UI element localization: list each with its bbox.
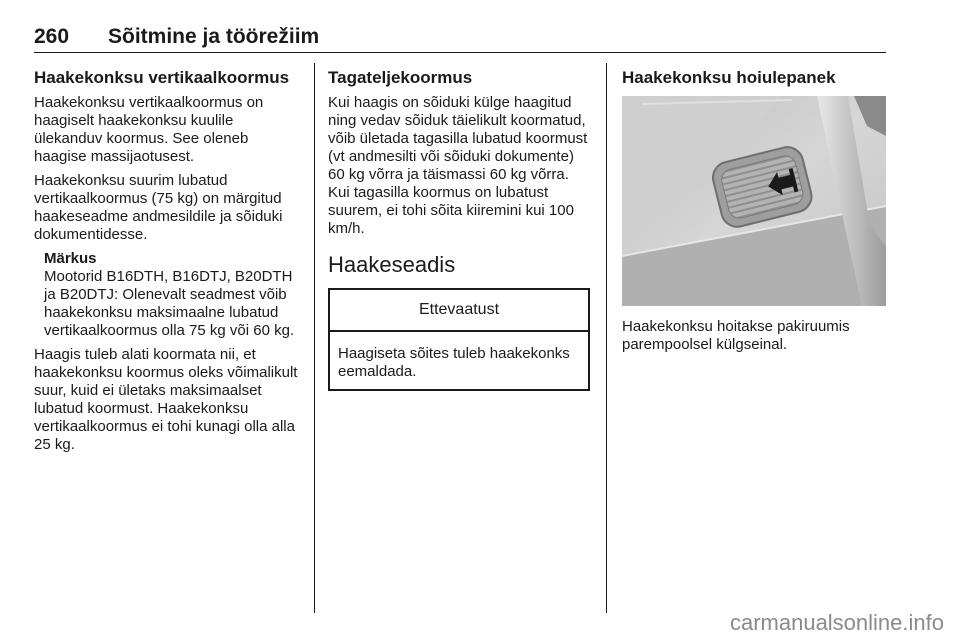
paragraph: Kui haagis on sõiduki külge haagitud ning vedav sõiduk täielikult koormatud, võib ületada tagasilla lubatud koormust (vt andmesilti või sõiduki dokumente) 60 kg võrra ja täismassi 60 kg võrra. Kui tagasilla koormus on lubatust suurem, ei tohi sõita kiiremini kui 100 km/h. [328, 94, 588, 237]
paragraph: Haagis tuleb alati koormata nii, et haakekonksu koormus oleks võimalikult suur, kuid ei ületaks maksimaalset lubatud koormust. Haakekonksu vertikaalkoormus ei tohi kunagi olla alla 25 kg. [34, 346, 298, 453]
column-divider-left [314, 63, 315, 613]
page-header [34, 25, 886, 51]
page-number: 260 [34, 25, 70, 48]
caution-title: Ettevaatust [330, 290, 588, 332]
chapter-title: Sõitmine ja töörežiim [108, 25, 320, 48]
section-heading-vertical-load: Haakekonksu vertikaalkoormus [34, 68, 290, 87]
column-right [622, 68, 886, 360]
column-divider-right [606, 63, 607, 613]
watermark: carmanualsonline.info [729, 610, 944, 635]
column-middle [328, 68, 594, 391]
section-heading-storage: Haakekonksu hoiulepanek [622, 68, 836, 87]
note-title: Märkus [44, 250, 97, 267]
section-heading-towing-device: Haakeseadis [328, 252, 456, 277]
note-block [44, 250, 302, 340]
header-rule [34, 52, 886, 53]
caution-text: Haagiseta sõites tuleb haakekonks eemaldada. [338, 345, 570, 380]
section-heading-rear-axle-load: Tagateljekoormus [328, 68, 473, 87]
note-text: Mootorid B16DTH, B16DTJ, B20DTH ja B20DTJ: Olenevalt seadmest võib haakekonksu maksimaalne lubatud vertikaalkoormus olla 75 kg või 60 kg. [44, 268, 295, 339]
storage-compartment-illustration [622, 96, 886, 306]
caution-box [328, 288, 590, 391]
column-left [34, 68, 302, 460]
paragraph: Haakekonksu suurim lubatud vertikaalkoormus (75 kg) on märgitud haakeseadme andmesildile ja sõiduki dokumentidesse. [34, 172, 283, 243]
figure-caption: Haakekonksu hoitakse pakiruumis parempoolsel külgseinal. [622, 318, 850, 353]
paragraph: Haakekonksu vertikaalkoormus on haagiselt haakekonksu kuulile ülekanduv koormus. See oleneb haagise massijaotusest. [34, 94, 264, 165]
